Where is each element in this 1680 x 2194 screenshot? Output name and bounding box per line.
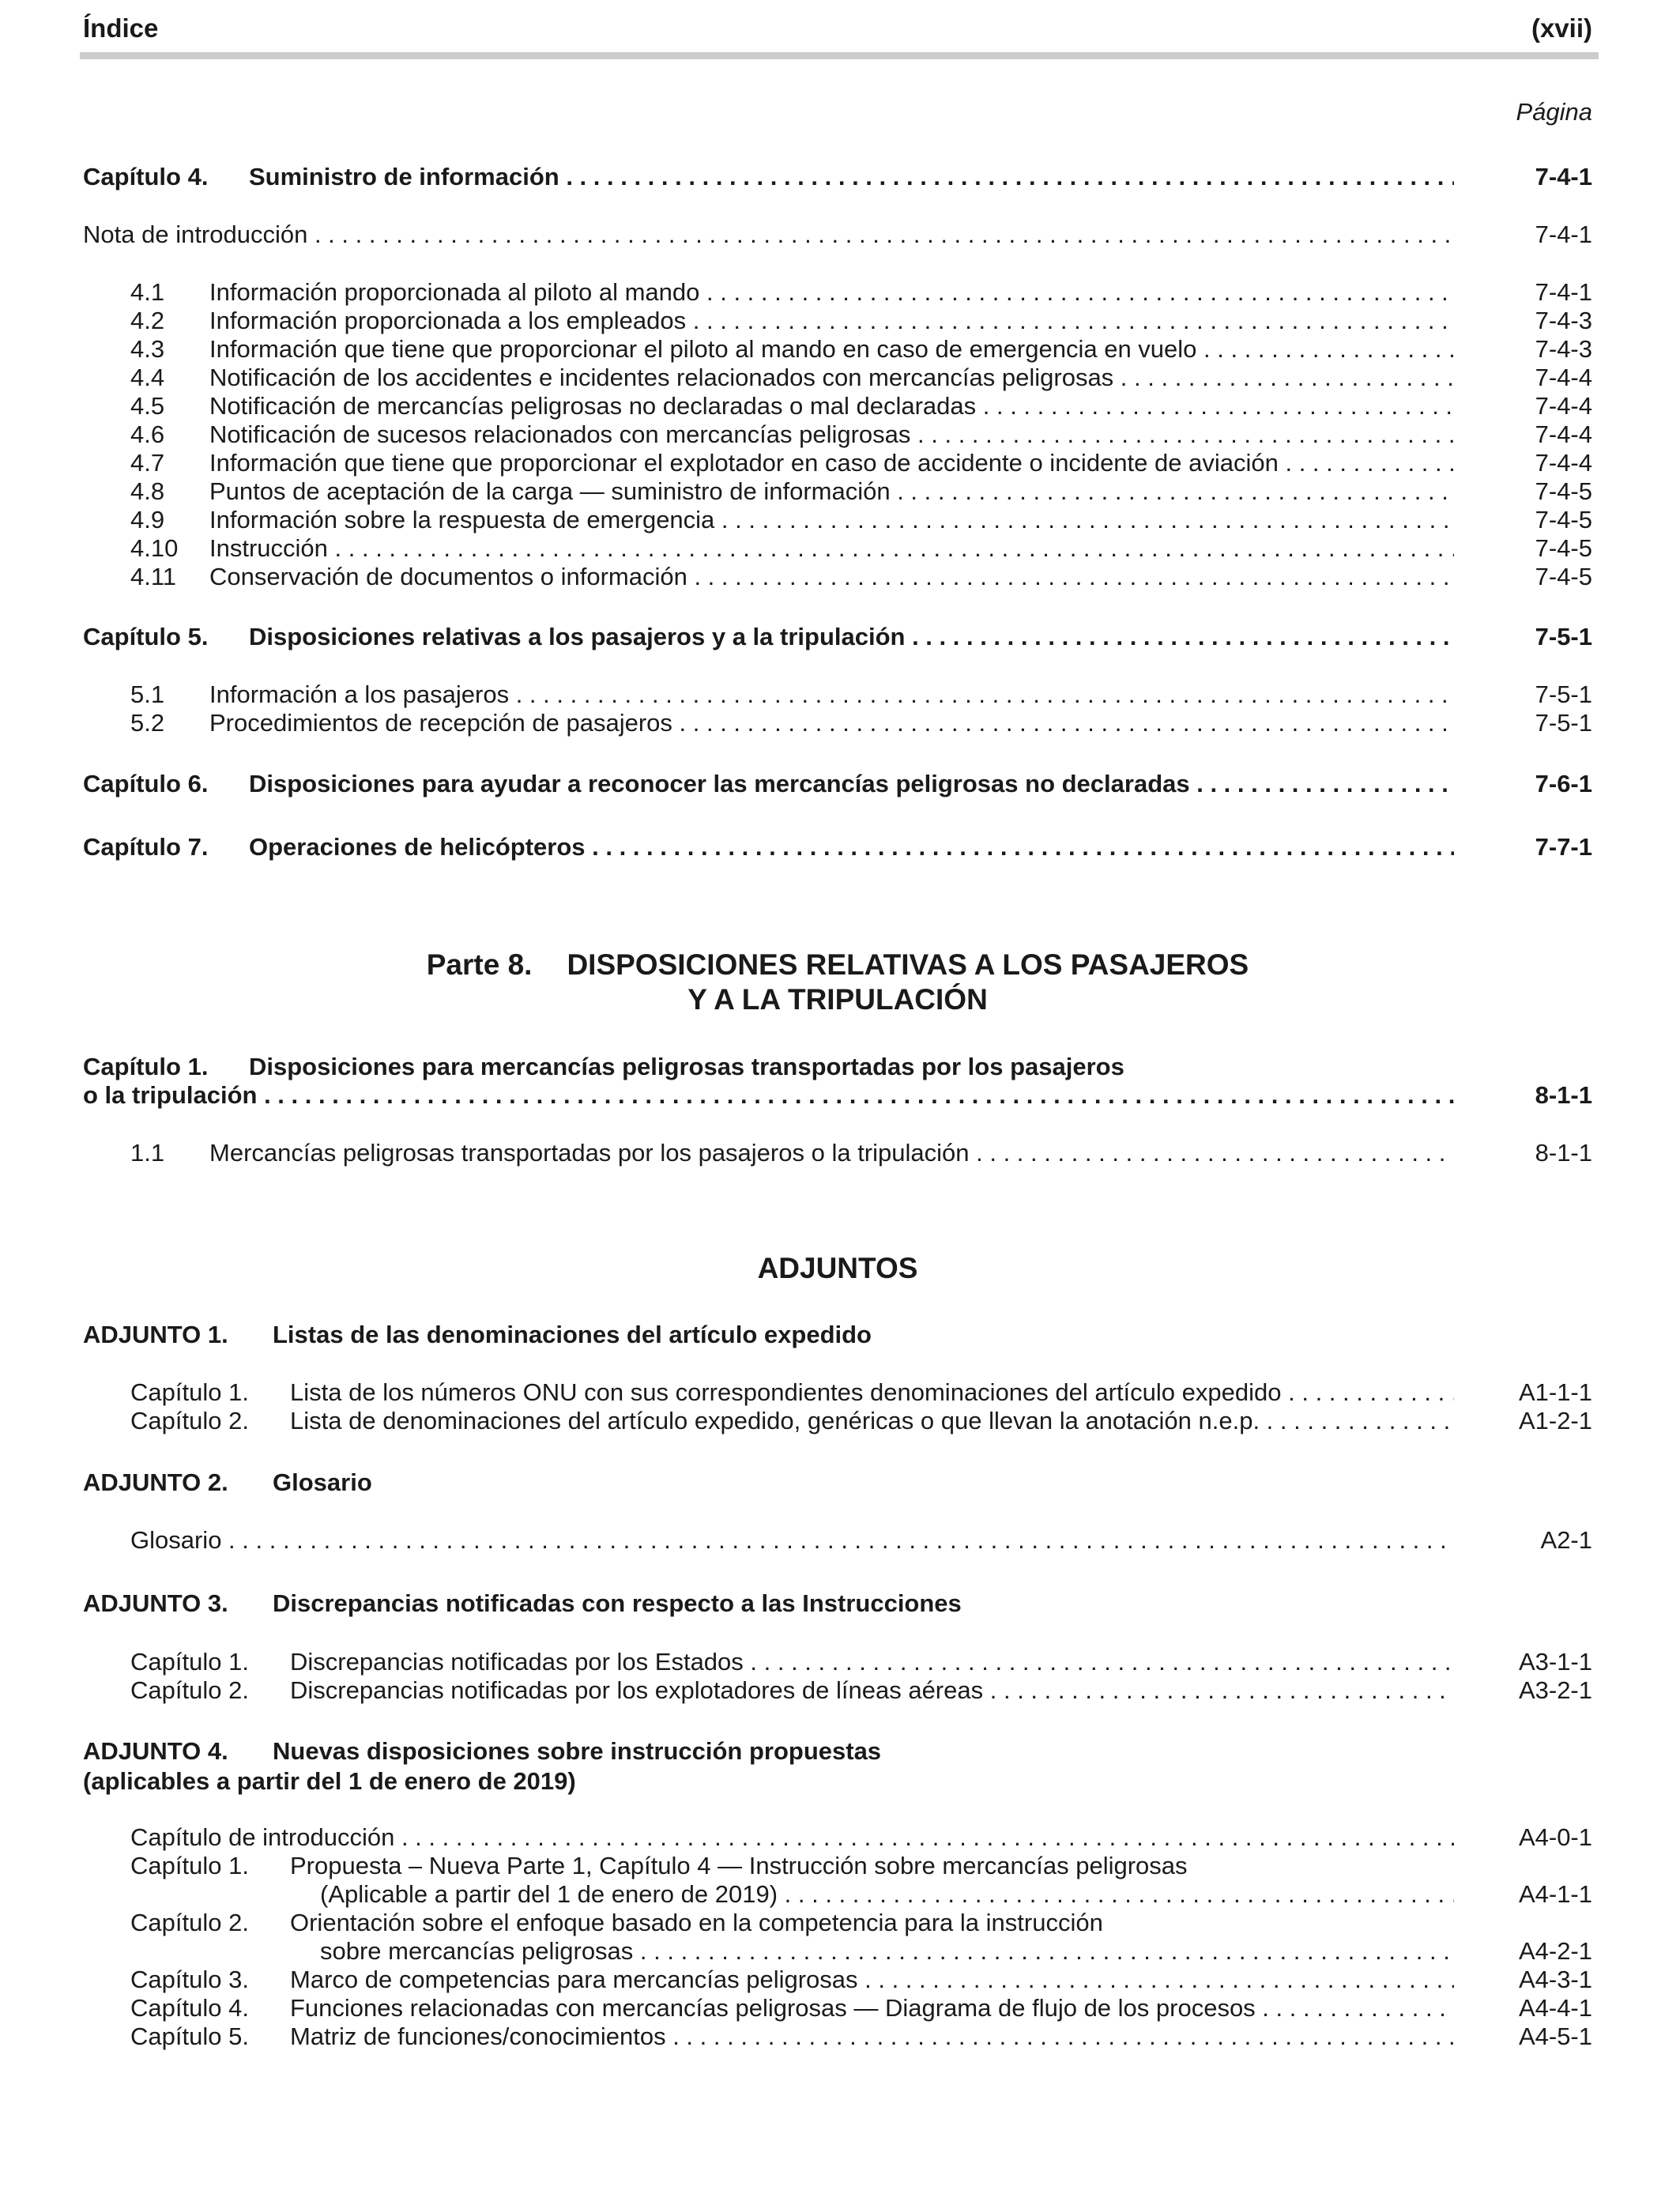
toc-section-entry[interactable] — [83, 277, 1592, 307]
running-header — [83, 9, 1592, 47]
page-ref: 7-5-1 — [1535, 709, 1592, 737]
page-ref: 7-5-1 — [1535, 680, 1592, 708]
toc-chapter-entry[interactable] — [83, 1080, 1592, 1110]
section-title: Información que tiene que proporcionar el piloto al mando en caso de emergencia en vuelo — [209, 335, 1197, 363]
toc-entry[interactable] — [83, 1965, 1592, 1995]
toc-entry-line1[interactable] — [130, 1851, 1188, 1881]
page-ref: 7-4-4 — [1535, 420, 1592, 448]
chapter-title-line2: o la tripulación — [83, 1081, 258, 1109]
chapter-title: Disposiciones para ayudar a reconocer las mercancías peligrosas no declaradas — [249, 770, 1190, 797]
section-number: 5.1 — [130, 680, 165, 708]
header-rule — [80, 52, 1599, 59]
attachment-number: ADJUNTO 2. — [83, 1468, 228, 1496]
chapter-number: Capítulo 1. — [130, 1852, 249, 1879]
chapter-number: Capítulo 7. — [83, 833, 209, 861]
page-column-label: Página — [1516, 98, 1592, 126]
section-number: 4.2 — [130, 307, 165, 334]
section-number: 4.9 — [130, 506, 165, 533]
chapter-title: Propuesta – Nueva Parte 1, Capítulo 4 — Instrucción sobre mercancías peligrosas — [290, 1852, 1188, 1879]
chapter-number: Capítulo 4. — [130, 1994, 249, 2022]
header-title: Índice — [83, 13, 159, 43]
attachment-number: ADJUNTO 1. — [83, 1321, 228, 1348]
toc-entry[interactable] — [83, 1879, 1592, 1909]
section-title: Mercancías peligrosas transportadas por los pasajeros o la tripulación — [209, 1139, 970, 1167]
attachment-heading[interactable] — [83, 1468, 372, 1498]
page-ref: A4-0-1 — [1518, 1823, 1592, 1851]
section-number: 1.1 — [130, 1139, 165, 1167]
toc-entry[interactable] — [83, 1936, 1592, 1966]
toc-entry[interactable] — [83, 1823, 1592, 1853]
toc-entry[interactable] — [83, 1647, 1592, 1677]
page-ref: 7-4-5 — [1535, 563, 1592, 590]
chapter-title: Discrepancias notificadas por los Estados — [290, 1648, 744, 1676]
toc-entry[interactable] — [83, 1525, 1592, 1555]
page-ref: 7-4-1 — [1535, 221, 1592, 248]
page-ref: A4-2-1 — [1518, 1937, 1592, 1965]
attachment-title: Listas de las denominaciones del artículo expedido — [273, 1321, 872, 1348]
page-ref: A4-4-1 — [1518, 1994, 1592, 2022]
entry-title: Capítulo de introducción — [130, 1823, 395, 1851]
attachment-subtitle: (aplicables a partir del 1 de enero de 2019) — [83, 1767, 576, 1795]
toc-section-entry[interactable] — [83, 477, 1592, 507]
section-title: Instrucción — [209, 534, 328, 562]
page-ref: A4-3-1 — [1518, 1966, 1592, 1993]
toc-section-entry[interactable] — [83, 505, 1592, 535]
chapter-number: Capítulo 4. — [83, 163, 209, 190]
attachment-title: Discrepancias notificadas con respecto a las Instrucciones — [273, 1589, 962, 1617]
chapter-title: Funciones relacionadas con mercancías peligrosas — Diagrama de flujo de los procesos — [290, 1994, 1256, 2022]
section-number: 4.4 — [130, 364, 165, 391]
page-ref: 7-4-3 — [1535, 307, 1592, 334]
page-ref: 7-4-4 — [1535, 392, 1592, 420]
toc-section-entry[interactable] — [83, 680, 1592, 710]
section-number: 4.7 — [130, 449, 165, 477]
page-ref: A3-2-1 — [1518, 1676, 1592, 1704]
section-title: Información que tiene que proporcionar el explotador en caso de accidente o incidente de aviación — [209, 449, 1279, 477]
toc-section-entry[interactable] — [83, 420, 1592, 450]
page-ref: 7-5-1 — [1535, 623, 1592, 650]
section-title: Puntos de aceptación de la carga — suministro de información — [209, 477, 891, 505]
page-ref: 7-4-1 — [1535, 278, 1592, 306]
chapter-number: Capítulo 5. — [130, 2022, 249, 2050]
page-ref: 8-1-1 — [1535, 1081, 1592, 1109]
page-ref: 7-4-4 — [1535, 364, 1592, 391]
chapter-title: Marco de competencias para mercancías peligrosas — [290, 1966, 858, 1993]
page-ref: A2-1 — [1540, 1526, 1592, 1554]
toc-page — [83, 0, 1592, 2194]
chapter-title-line1: Disposiciones para mercancías peligrosas transportadas por los pasajeros — [249, 1053, 1124, 1080]
chapter-number: Capítulo 2. — [130, 1909, 249, 1936]
toc-chapter-entry[interactable] — [83, 769, 1592, 799]
page-ref: A1-1-1 — [1518, 1378, 1592, 1406]
attachment-title: Glosario — [273, 1468, 372, 1496]
section-title: Conservación de documentos o información — [209, 563, 687, 590]
chapter-title-cont: sobre mercancías peligrosas — [320, 1937, 634, 1965]
toc-entry[interactable] — [83, 1378, 1592, 1408]
toc-section-entry[interactable] — [83, 1138, 1592, 1168]
attachment-heading[interactable] — [83, 1589, 962, 1619]
page-ref: A3-1-1 — [1518, 1648, 1592, 1676]
chapter-title: Discrepancias notificadas por los explotadores de líneas aéreas — [290, 1676, 984, 1704]
header-page-number: (xvii) — [1531, 13, 1592, 43]
section-number: 4.6 — [130, 420, 165, 448]
page-ref: 7-4-4 — [1535, 449, 1592, 477]
section-title: Información sobre la respuesta de emergencia — [209, 506, 715, 533]
chapter-number: Capítulo 2. — [130, 1676, 249, 1704]
page-ref: 7-7-1 — [1535, 833, 1592, 861]
toc-entry[interactable] — [83, 1676, 1592, 1706]
part-heading — [83, 948, 1592, 1017]
chapter-title: Lista de denominaciones del artículo expedido, genéricas o que llevan la anotación n.e.p. — [290, 1407, 1260, 1434]
toc-entry-line1[interactable] — [130, 1908, 1103, 1938]
toc-chapter-entry[interactable] — [83, 162, 1592, 192]
section-title: Procedimientos de recepción de pasajeros — [209, 709, 672, 737]
chapter-number: Capítulo 2. — [130, 1407, 249, 1434]
chapter-number: Capítulo 5. — [83, 623, 209, 650]
toc-chapter-heading[interactable] — [83, 1052, 1124, 1082]
section-number: 5.2 — [130, 709, 165, 737]
page-ref: A4-5-1 — [1518, 2022, 1592, 2050]
toc-section-entry[interactable] — [83, 448, 1592, 478]
section-number: 4.3 — [130, 335, 165, 363]
toc-entry[interactable] — [83, 220, 1592, 250]
chapter-title: Matriz de funciones/conocimientos — [290, 2022, 666, 2050]
page-ref: A1-2-1 — [1518, 1407, 1592, 1434]
attachments-heading: ADJUNTOS — [757, 1252, 918, 1284]
page-ref: 7-4-5 — [1535, 506, 1592, 533]
toc-entry[interactable] — [83, 2022, 1592, 2052]
part-title-line1: DISPOSICIONES RELATIVAS A LOS PASAJEROS — [567, 948, 1249, 981]
attachment-heading[interactable] — [83, 1736, 881, 1796]
chapter-number: Capítulo 6. — [83, 770, 209, 797]
section-number: 4.11 — [130, 563, 177, 590]
toc-entry[interactable] — [83, 1993, 1592, 2023]
section-number: 4.1 — [130, 278, 165, 306]
toc-section-entry[interactable] — [83, 334, 1592, 364]
section-title: Información a los pasajeros — [209, 680, 510, 708]
part-number: Parte 8. — [426, 948, 533, 981]
toc-section-entry[interactable] — [83, 391, 1592, 421]
section-title: Información proporcionada a los empleados — [209, 307, 687, 334]
section-title: Información proporcionada al piloto al mando — [209, 278, 700, 306]
chapter-title: Orientación sobre el enfoque basado en la competencia para la instrucción — [290, 1909, 1103, 1936]
page-ref: A4-1-1 — [1518, 1880, 1592, 1908]
attachment-number: ADJUNTO 3. — [83, 1589, 228, 1617]
section-title: Notificación de sucesos relacionados con mercancías peligrosas — [209, 420, 911, 448]
chapter-title: Suministro de información — [249, 163, 559, 190]
section-title: Notificación de mercancías peligrosas no declaradas o mal declaradas — [209, 392, 977, 420]
chapter-number: Capítulo 1. — [130, 1648, 249, 1676]
toc-section-entry[interactable] — [83, 562, 1592, 592]
entry-title: Glosario — [130, 1526, 222, 1554]
page-ref: 7-4-3 — [1535, 335, 1592, 363]
attachment-title: Nuevas disposiciones sobre instrucción propuestas — [273, 1737, 882, 1765]
chapter-title: Operaciones de helicópteros — [249, 833, 586, 861]
chapter-title: Lista de los números ONU con sus correspondientes denominaciones del artículo expedido — [290, 1378, 1282, 1406]
section-number: 4.8 — [130, 477, 165, 505]
page-ref: 7-4-1 — [1535, 163, 1592, 190]
page-ref: 7-4-5 — [1535, 477, 1592, 505]
page-ref: 7-4-5 — [1535, 534, 1592, 562]
attachment-number: ADJUNTO 4. — [83, 1737, 228, 1765]
chapter-number: Capítulo 3. — [130, 1966, 249, 1993]
attachment-heading[interactable] — [83, 1320, 872, 1350]
section-number: 4.5 — [130, 392, 165, 420]
chapter-number: Capítulo 1. — [83, 1053, 209, 1080]
toc-section-entry[interactable] — [83, 363, 1592, 393]
page-ref: 8-1-1 — [1535, 1139, 1592, 1167]
section-number: 4.10 — [130, 534, 179, 562]
section-title: Notificación de los accidentes e incidentes relacionados con mercancías peligrosas — [209, 364, 1114, 391]
toc-section-entry[interactable] — [83, 533, 1592, 564]
part-title-line2: Y A LA TRIPULACIÓN — [687, 983, 988, 1016]
toc-entry[interactable] — [83, 1406, 1592, 1436]
toc-section-entry[interactable] — [83, 708, 1592, 738]
chapter-title: Disposiciones relativas a los pasajeros y a la tripulación — [249, 623, 906, 650]
entry-title: Nota de introducción — [83, 221, 308, 248]
toc-chapter-entry[interactable] — [83, 622, 1592, 652]
chapter-title-cont: (Aplicable a partir del 1 de enero de 2019) — [320, 1880, 778, 1908]
toc-section-entry[interactable] — [83, 306, 1592, 336]
page-ref: 7-6-1 — [1535, 770, 1592, 797]
toc-chapter-entry[interactable] — [83, 832, 1592, 862]
chapter-number: Capítulo 1. — [130, 1378, 249, 1406]
